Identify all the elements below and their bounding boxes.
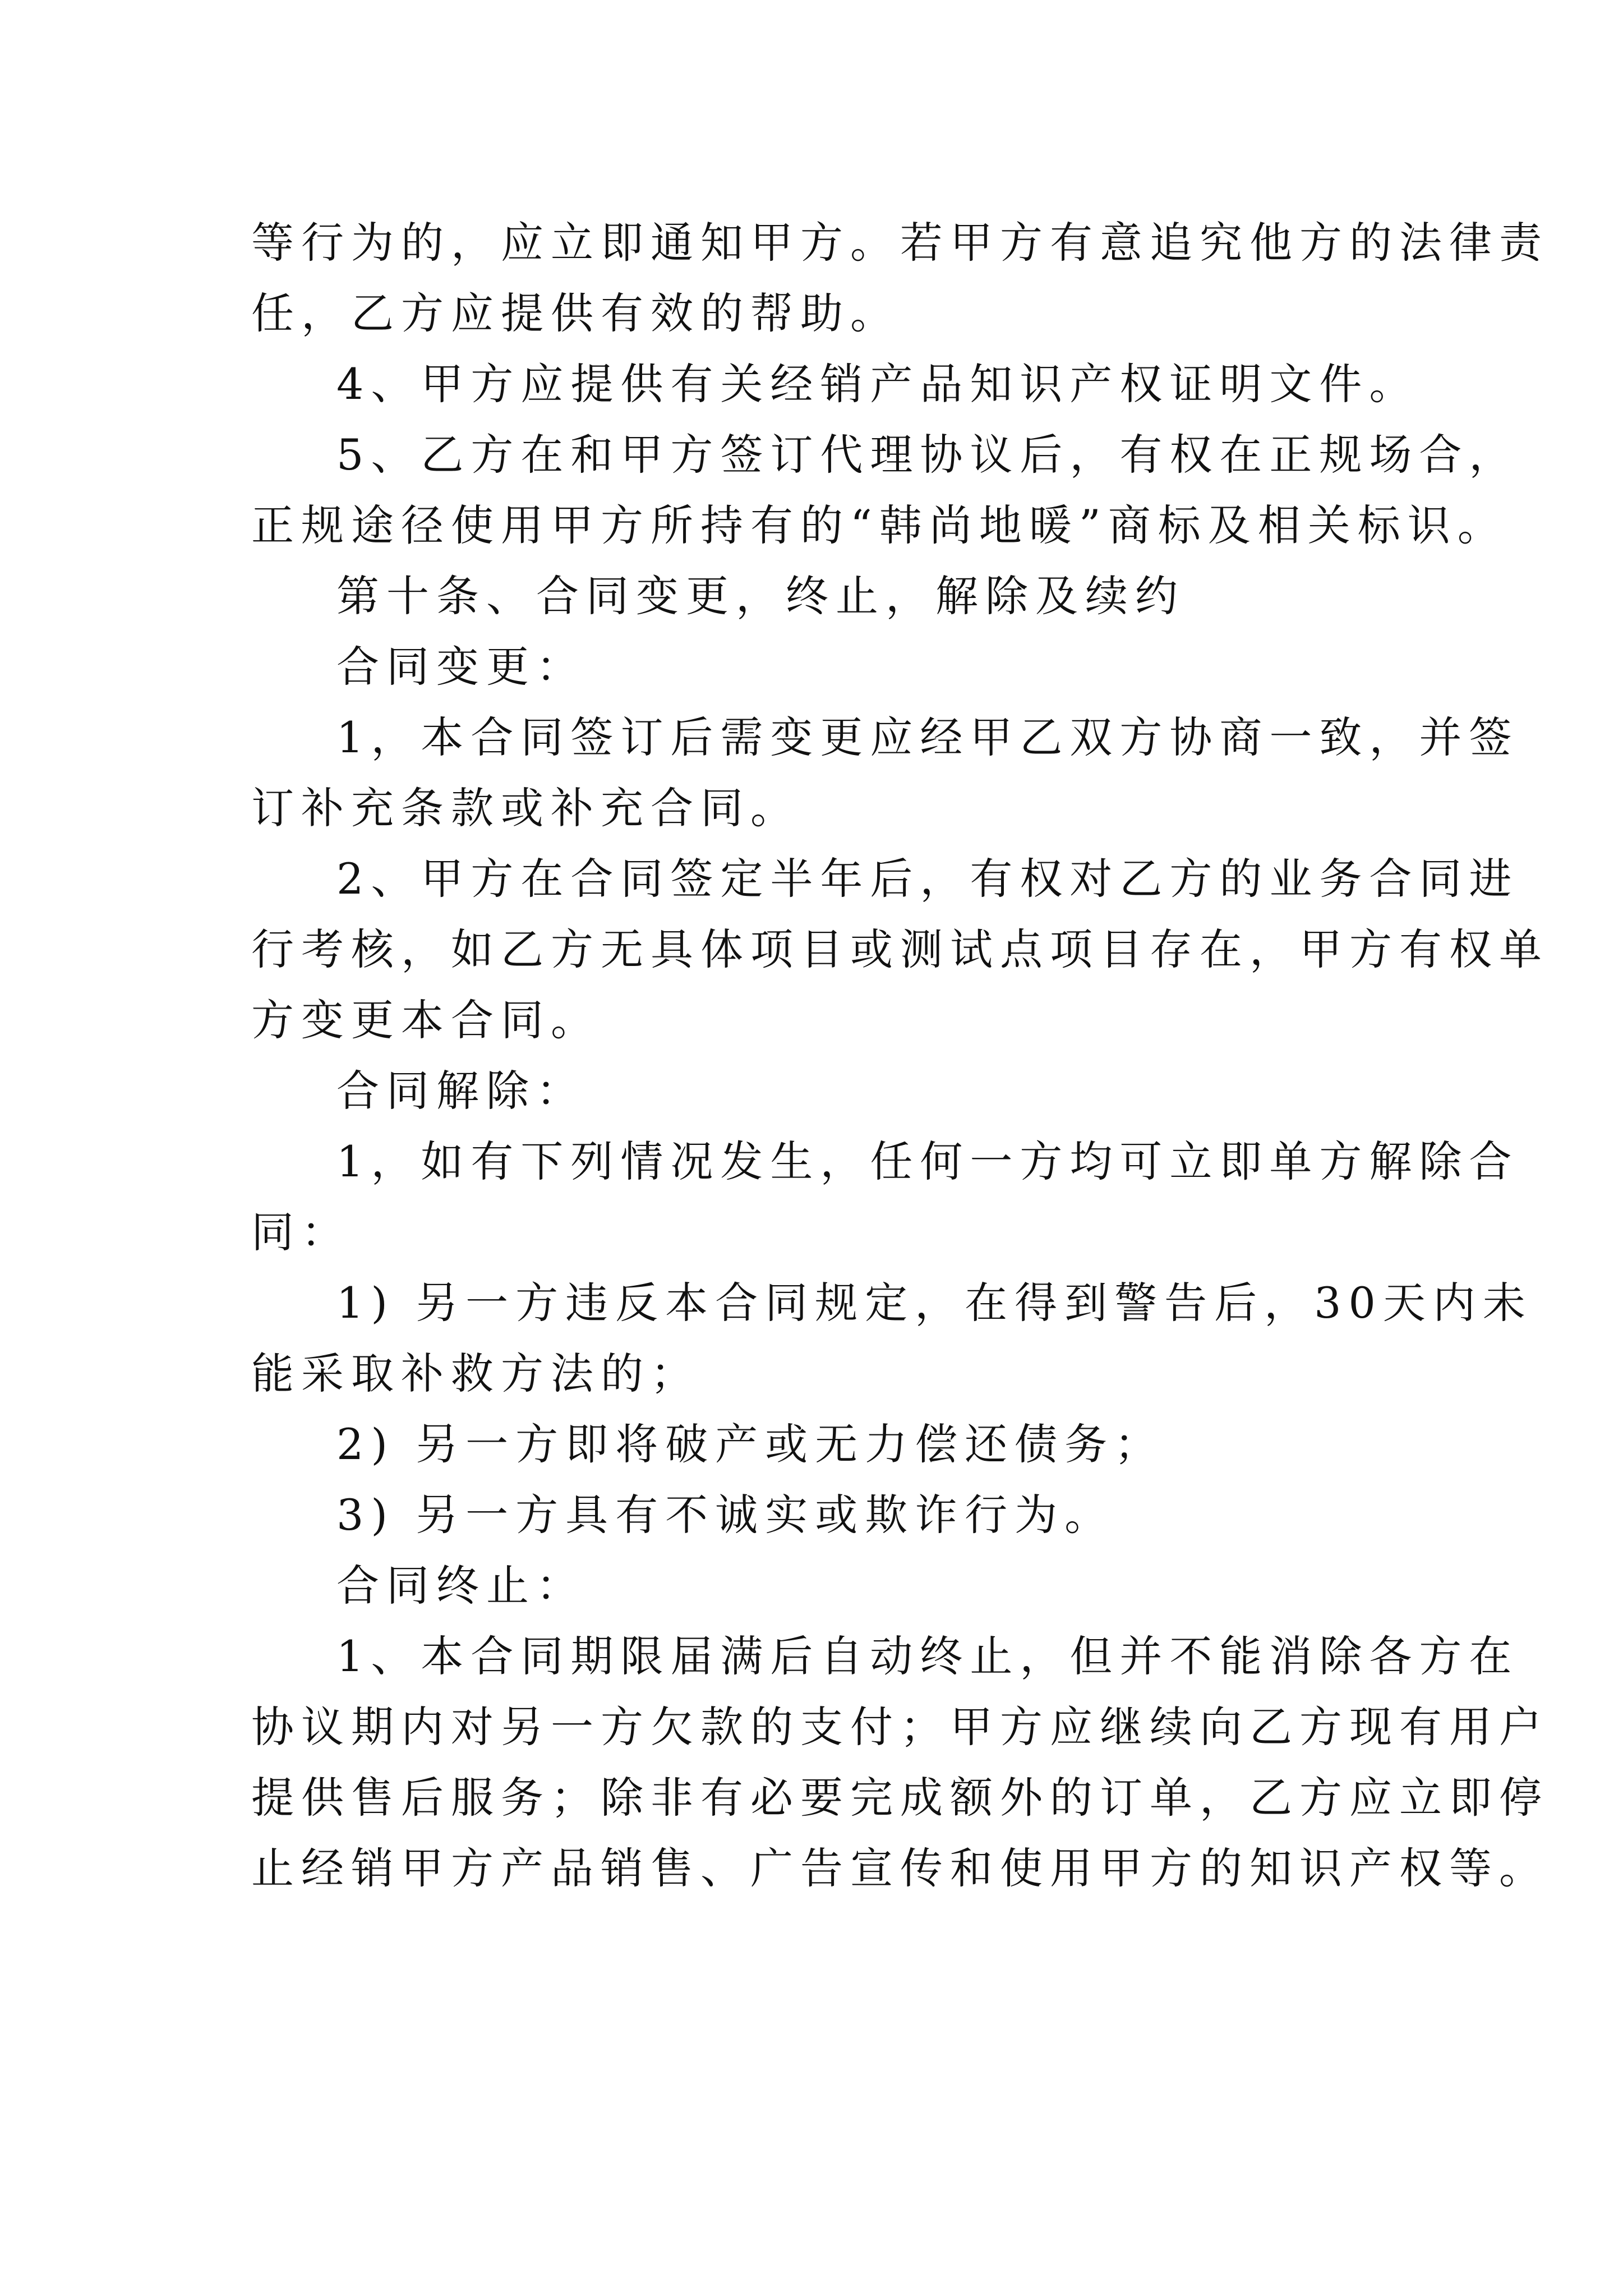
text-line: 提供售后服务；除非有必要完成额外的订单，乙方应立即停 xyxy=(251,1773,1549,1823)
text-line: 1，本合同签订后需变更应经甲乙双方协商一致，并签 xyxy=(336,712,1519,762)
text-line: 2、甲方在合同签定半年后，有权对乙方的业务合同进 xyxy=(336,854,1519,904)
text-line: 3) 另一方具有不诚实或欺诈行为。 xyxy=(336,1490,1115,1540)
text-line: 1) 另一方违反本合同规定，在得到警告后，30天内未 xyxy=(336,1278,1533,1328)
text-line: 同： xyxy=(251,1207,351,1257)
text-line: 1、本合同期限届满后自动终止，但并不能消除各方在 xyxy=(336,1631,1519,1681)
text-line: 协议期内对另一方欠款的支付；甲方应继续向乙方现有用户 xyxy=(251,1702,1549,1752)
text-line: 正规途径使用甲方所持有的“韩尚地暖”商标及相关标识。 xyxy=(251,500,1507,550)
text-line: 任，乙方应提供有效的帮助。 xyxy=(251,288,900,338)
text-line: 等行为的，应立即通知甲方。若甲方有意追究他方的法律责 xyxy=(251,218,1549,268)
text-line: 止经销甲方产品销售、广告宣传和使用甲方的知识产权等。 xyxy=(251,1843,1549,1893)
section-heading: 第十条、合同变更，终止，解除及续约 xyxy=(336,571,1185,621)
subsection-heading: 合同变更： xyxy=(336,642,586,692)
text-line: 订补充条款或补充合同。 xyxy=(251,783,800,833)
document-body xyxy=(251,208,1549,1904)
subsection-heading: 合同终止： xyxy=(336,1561,586,1611)
text-line: 1，如有下列情况发生，任何一方均可立即单方解除合 xyxy=(336,1137,1519,1186)
text-line: 能采取补救方法的； xyxy=(251,1349,700,1398)
text-line: 方变更本合同。 xyxy=(251,995,601,1045)
text-line: 4、甲方应提供有关经销产品知识产权证明文件。 xyxy=(336,359,1419,409)
text-line: 2) 另一方即将破产或无力偿还债务； xyxy=(336,1419,1165,1469)
subsection-heading: 合同解除： xyxy=(336,1066,586,1116)
text-line: 5、乙方在和甲方签订代理协议后，有权在正规场合， xyxy=(336,430,1519,480)
text-line: 行考核，如乙方无具体项目或测试点项目存在，甲方有权单 xyxy=(251,924,1549,974)
